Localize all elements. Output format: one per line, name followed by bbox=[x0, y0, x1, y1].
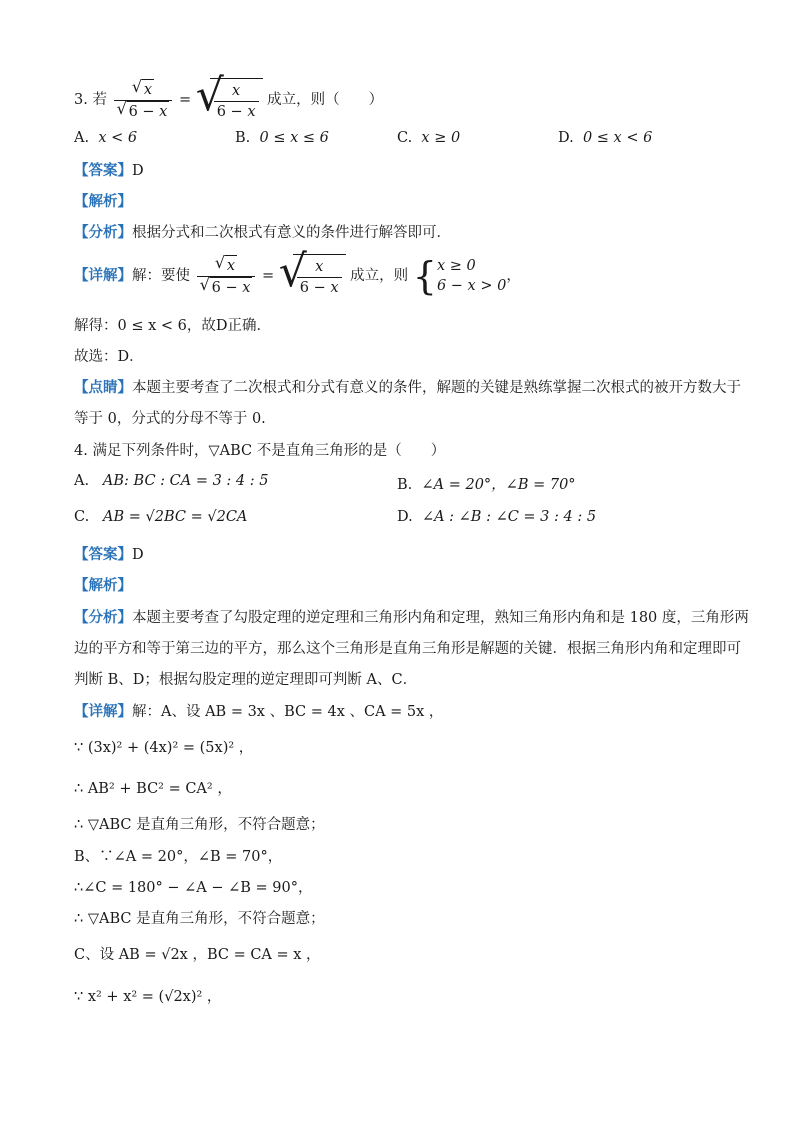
q4-answer: 【答案】D bbox=[74, 546, 144, 563]
q4-fenxi-3: 判断 B、D；根据勾股定理的逆定理即可判断 A、C． bbox=[74, 672, 418, 688]
q4-option-a: A. AB: BC : CA = 3 : 4 : 5 bbox=[74, 473, 269, 489]
q4-step-6: ∴ ▽ABC 是直角三角形，不符合题意； bbox=[74, 911, 325, 927]
q4-step-3: ∴ ▽ABC 是直角三角形，不符合题意； bbox=[74, 817, 325, 833]
q3-stem: 3. 若 √ x √ 6 − x = √ $\frac{x}{6 - x}$ 成立，则（ ） bbox=[74, 70, 384, 121]
q4-step-2: ∴ AB² + BC² = CA² ， bbox=[74, 781, 232, 797]
q3-stem-prefix: 若 bbox=[92, 92, 107, 108]
q4-fenxi-1: 【分析】本题主要考查了勾股定理的逆定理和三角形内角和定理，熟知三角形内角和是 180 度，三角形两 bbox=[74, 609, 749, 626]
q4-step-7: C、设 AB = √2x ，BC = CA = x ， bbox=[74, 947, 321, 963]
q4-step-1: ∵ (3x)² + (4x)² = (5x)² ， bbox=[74, 740, 254, 756]
q3-dianjing-2: 等于 0，分式的分母不等于 0. bbox=[74, 411, 266, 427]
q3-xiangjie: 【详解】解：要使 √ x √ 6 − x = √ $\frac{x}{6 - x}$ 成立，则 { x ≥ 0 6 − x > 0 ， bbox=[74, 246, 521, 298]
q4-option-c: C. AB = √2BC = √2CA bbox=[74, 509, 248, 525]
q4-option-b: B. ∠A = 20°，∠B = 70° bbox=[397, 477, 576, 493]
q4-stem: 4. 满足下列条件时，▽ABC 不是直角三角形的是（ ） bbox=[74, 443, 446, 459]
q3-fraction-left: √ x √ 6 − x bbox=[114, 79, 173, 122]
q4-step-4: B、∵∠A = 20°，∠B = 70°， bbox=[74, 849, 283, 865]
q3-option-b: B. 0 ≤ x ≤ 6 bbox=[235, 130, 329, 146]
q3-dianjing-1: 【点睛】本题主要考查了二次根式和分式有意义的条件，解题的关键是熟练掌握二次根式的被开方数大于 bbox=[74, 379, 741, 396]
q4-option-d: D. ∠A : ∠B : ∠C = 3 : 4 : 5 bbox=[397, 509, 597, 525]
q4-step-0: 【详解】解：A、设 AB = 3x 、BC = 4x 、CA = 5x ， bbox=[74, 703, 444, 720]
q3-option-c: C. x ≥ 0 bbox=[397, 130, 461, 146]
q4-fenxi-2: 边的平方和等于第三边的平方，那么这个三角形是直角三角形是解题的关键．根据三角形内角和定理即可 bbox=[74, 641, 741, 657]
q3-analysis-title: 【解析】 bbox=[74, 193, 132, 210]
q4-step-5: ∴∠C = 180° − ∠A − ∠B = 90°， bbox=[74, 880, 313, 896]
q3-option-d: D. 0 ≤ x < 6 bbox=[558, 130, 653, 146]
q3-choose: 故选：D． bbox=[74, 349, 144, 365]
q4-analysis-title: 【解析】 bbox=[74, 577, 132, 594]
q3-number: 3. bbox=[74, 92, 88, 108]
q4-step-8: ∵ x² + x² = (√2x)² ， bbox=[74, 989, 222, 1005]
q3-option-a: A. x < 6 bbox=[74, 130, 138, 146]
q3-stem-suffix: 成立，则（ ） bbox=[267, 92, 384, 108]
q3-solve: 解得：0 ≤ x < 6，故D正确． bbox=[74, 318, 271, 334]
q3-fraction-right: √ $\frac{x}{6 - x}$ bbox=[196, 78, 263, 122]
q3-answer: 【答案】D bbox=[74, 162, 144, 179]
q3-fenxi: 【分析】根据分式和二次根式有意义的条件进行解答即可． bbox=[74, 224, 451, 241]
